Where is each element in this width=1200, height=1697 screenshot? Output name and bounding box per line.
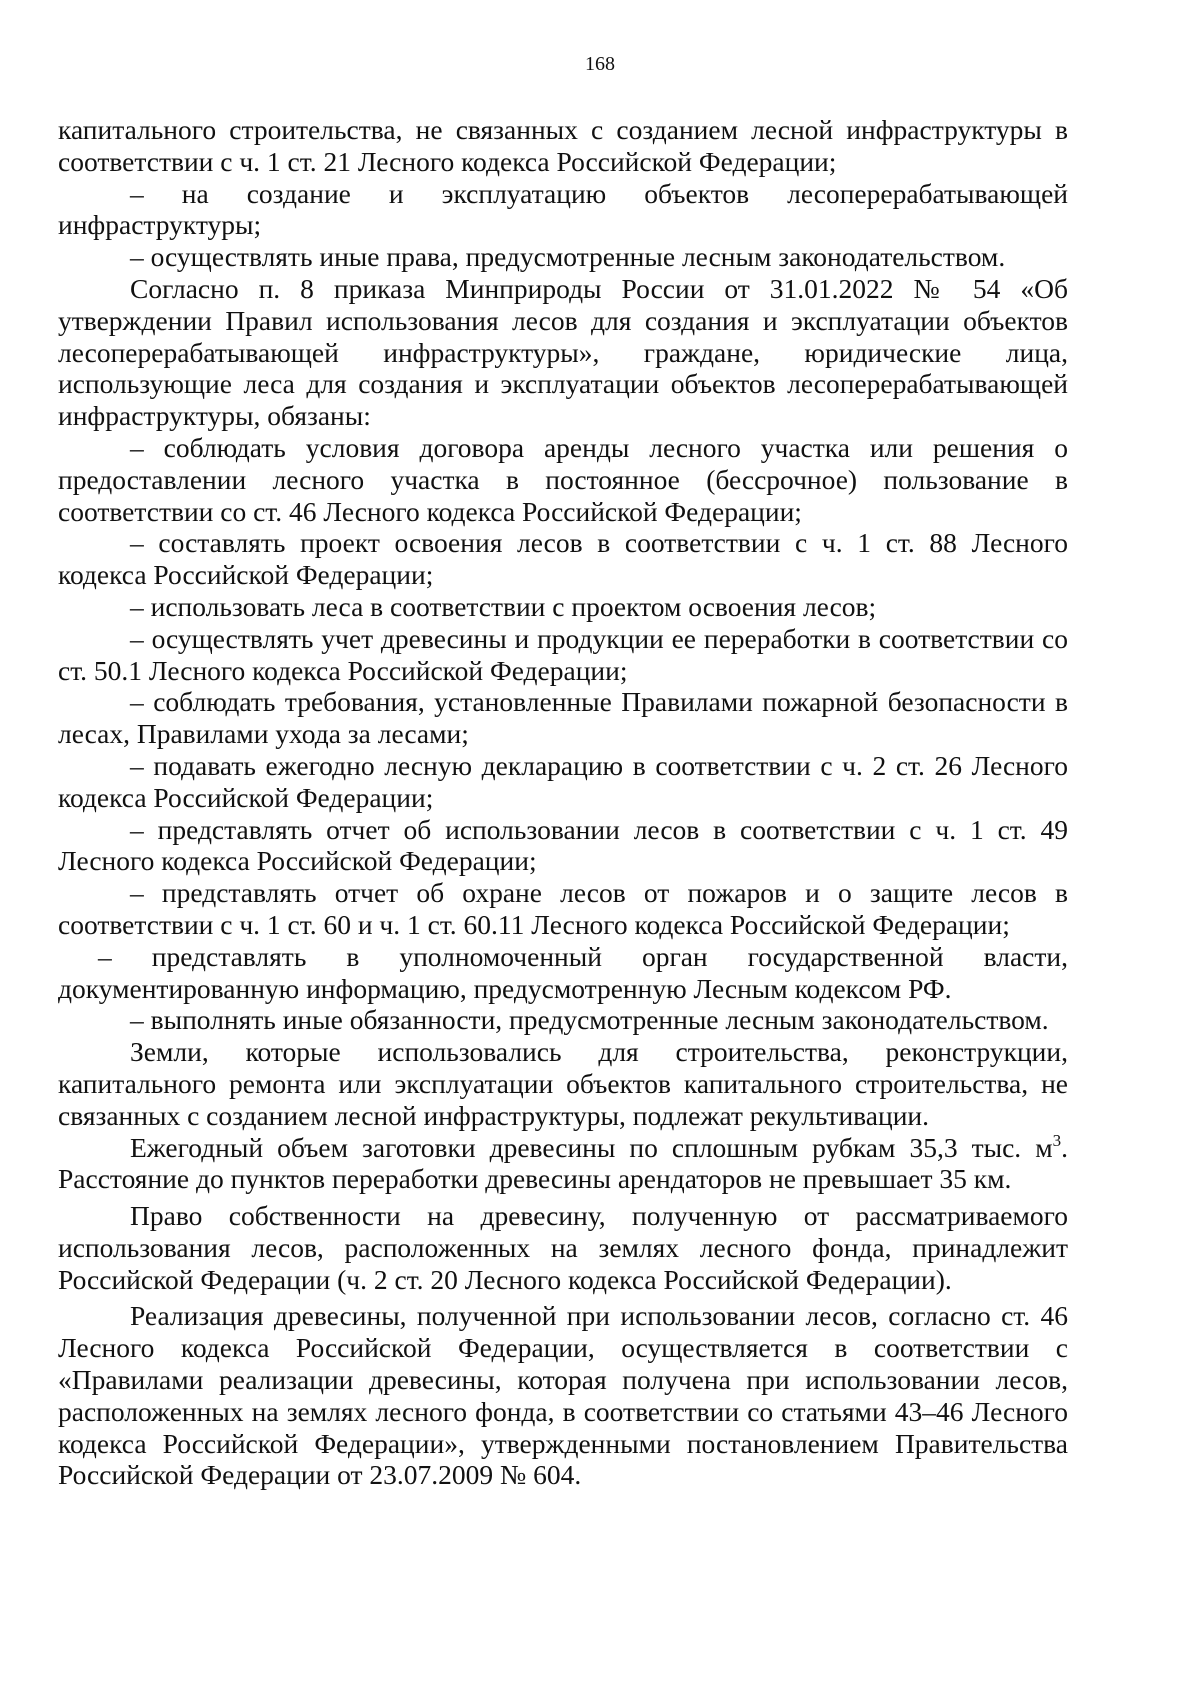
paragraph-ownership: Право собственности на древесину, полученную от рассматриваемого использования лесов, расположенных на землях лесного фонда, принадлежит Российской Федерации (ч. 2 ст. 20 Лесного кодекса Российской Федерации). [58, 1200, 1068, 1295]
list-item-obligation-project: – составлять проект освоения лесов в соответствии с ч. 1 ст. 88 Лесного кодекса Российской Федерации; [58, 527, 1068, 591]
paragraph-sale: Реализация древесины, полученной при использовании лесов, согласно ст. 46 Лесного кодекса Российской Федерации, осуществляется в соответствии с «Правилами реализации древесины, которая получена при использовании лесов, расположенных на землях лесного фонда, в соответствии со статьями 43–46 Лесного кодекса Российской Федерации», утвержденными постановлением Правительства Российской Федерации от 23.07.2009 № 604. [58, 1300, 1068, 1491]
list-item-obligation-usage-report: – представлять отчет об использовании лесов в соответствии с ч. 1 ст. 49 Лесного кодекса Российской Федерации; [58, 813, 1068, 877]
list-item-right-infrastructure: – на создание и эксплуатацию объектов лесоперерабатывающей инфраструктуры; [58, 177, 1068, 241]
cubic-superscript: 3 [1052, 1130, 1062, 1150]
list-item-obligation-lease: – соблюдать условия договора аренды лесного участка или решения о предоставлении лесного участка в постоянное (бессрочное) пользование в соответствии со ст. 46 Лесного кодекса Российской Федерации; [58, 431, 1068, 527]
list-item-obligation-fire-safety: – соблюдать требования, установленные Правилами пожарной безопасности в лесах, Правилами ухода за лесами; [58, 686, 1068, 750]
list-item-obligation-accounting: – осуществлять учет древесины и продукции ее переработки в соответствии со ст. 50.1 Лесного кодекса Российской Федерации; [58, 622, 1068, 686]
list-item-obligation-information: – представлять в уполномоченный орган государственной власти, документированную информацию, предусмотренную Лесным кодексом РФ. [58, 940, 1068, 1004]
page-number: 168 [585, 53, 615, 75]
paragraph-continuation: капитального строительства, не связанных с созданием лесной инфраструктуры в соответствии с ч. 1 ст. 21 Лесного кодекса Российской Федерации; [58, 114, 1068, 177]
paragraph-recultivation: Земли, которые использовались для строительства, реконструкции, капитального ремонта или эксплуатации объектов капитального строительства, не связанных с созданием лесной инфраструктуры, подлежат рекультивации. [58, 1036, 1068, 1131]
list-item-obligation-protection-report: – представлять отчет об охране лесов от пожаров и о защите лесов в соответствии с ч. 1 ст. 60 и ч. 1 ст. 60.11 Лесного кодекса Российской Федерации; [58, 877, 1068, 940]
list-item-obligation-declaration: – подавать ежегодно лесную декларацию в соответствии с ч. 2 ст. 26 Лесного кодекса Российской Федерации; [58, 749, 1068, 813]
paragraph-harvest-volume [58, 1132, 1068, 1196]
paragraph-obligations-intro: Согласно п. 8 приказа Минприроды России от 31.01.2022 № 54 «Об утверждении Правил использования лесов для создания и эксплуатации объектов лесоперерабатывающей инфраструктуры», граждане, юридические лица, использующие леса для создания и эксплуатации объектов лесоперерабатывающей инфраструктуры, обязаны: [58, 272, 1068, 432]
harvest-volume-tail: . Расстояние до пунктов переработки древесины арендаторов не превышает 35 км. [58, 1131, 1068, 1195]
harvest-volume-text: Ежегодный объем заготовки древесины по сплошным рубкам 35,3 тыс. м [130, 1131, 1053, 1163]
document-body [58, 114, 1068, 1491]
list-item-obligation-other: – выполнять иные обязанности, предусмотренные лесным законодательством. [130, 1004, 1049, 1036]
list-item-obligation-use: – использовать леса в соответствии с проектом освоения лесов; [130, 590, 877, 622]
list-item-right-other: – осуществлять иные права, предусмотренные лесным законодательством. [130, 241, 1006, 273]
